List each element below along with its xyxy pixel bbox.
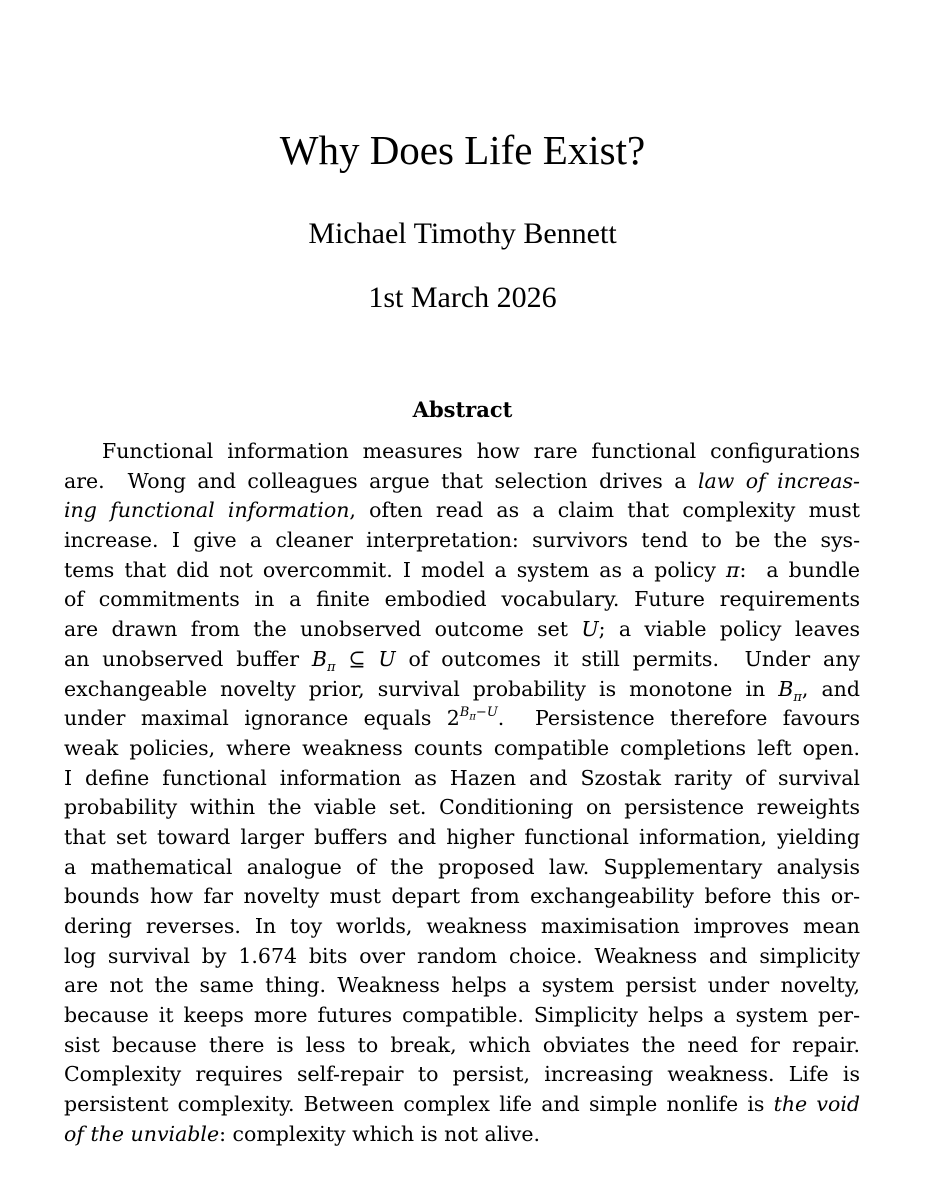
abstract-line: persistent complexity. Between complex life and simple nonlife is the void bbox=[64, 1092, 860, 1117]
abstract-line: bounds how far novelty must depart from exchangeability before this or- bbox=[64, 884, 860, 909]
abstract-line: are. Wong and colleagues argue that selection drives a law of increas- bbox=[64, 468, 860, 493]
abstract-line: log survival by 1.674 bits over random choice. Weakness and simplicity bbox=[64, 943, 860, 968]
abstract-line: are not the same thing. Weakness helps a system persist under novelty, bbox=[64, 973, 860, 998]
paper-date: 1st March 2026 bbox=[368, 281, 557, 314]
abstract-line: that set toward larger buffers and higher functional information, yielding bbox=[64, 824, 860, 849]
abstract-line: weak policies, where weakness counts compatible completions left open. bbox=[64, 735, 860, 760]
abstract-line: I define functional information as Hazen and Szostak rarity of survival bbox=[64, 765, 860, 790]
abstract-line: because it keeps more futures compatible. Simplicity helps a system per- bbox=[64, 1003, 860, 1028]
abstract-line: Complexity requires self-repair to persist, increasing weakness. Life is bbox=[64, 1062, 860, 1087]
abstract-line: are drawn from the unobserved outcome set U; a viable policy leaves bbox=[64, 617, 860, 642]
abstract-line: exchangeable novelty prior, survival probability is monotone in $B_\pi$, and bbox=[64, 676, 860, 705]
paper-author: Michael Timothy Bennett bbox=[308, 217, 617, 250]
abstract-line: sist because there is less to break, which obviates the need for repair. bbox=[64, 1032, 860, 1057]
abstract-line: dering reverses. In toy worlds, weakness maximisation improves mean bbox=[64, 914, 860, 938]
abstract-line: probability within the viable set. Conditioning on persistence reweights bbox=[64, 795, 860, 820]
abstract-line: under maximal ignorance equals $2^{B_\pi-U}$. Persistence therefore favours bbox=[64, 705, 860, 731]
abstract-line: of commitments in a finite embodied vocabulary. Future requirements bbox=[64, 587, 860, 612]
abstract-heading: Abstract bbox=[412, 397, 513, 422]
abstract-line: a mathematical analogue of the proposed law. Supplementary analysis bbox=[64, 854, 860, 879]
paper-title: Why Does Life Exist? bbox=[279, 127, 646, 173]
abstract-line: Functional information measures how rare functional configurations bbox=[102, 439, 860, 463]
abstract-line: an unobserved buffer $B_\pi$ ⊆ U of outcomes it still permits. Under any bbox=[64, 646, 860, 675]
abstract-body bbox=[64, 437, 860, 1150]
abstract-line: ing functional information, often read as a claim that complexity must bbox=[64, 498, 860, 523]
abstract-line: tems that did not overcommit. I model a system as a policy π: a bundle bbox=[64, 557, 860, 582]
abstract-line: of the unviable: complexity which is not alive. bbox=[64, 1121, 541, 1146]
abstract-line: increase. I give a cleaner interpretation: survivors tend to be the sys- bbox=[64, 528, 860, 553]
